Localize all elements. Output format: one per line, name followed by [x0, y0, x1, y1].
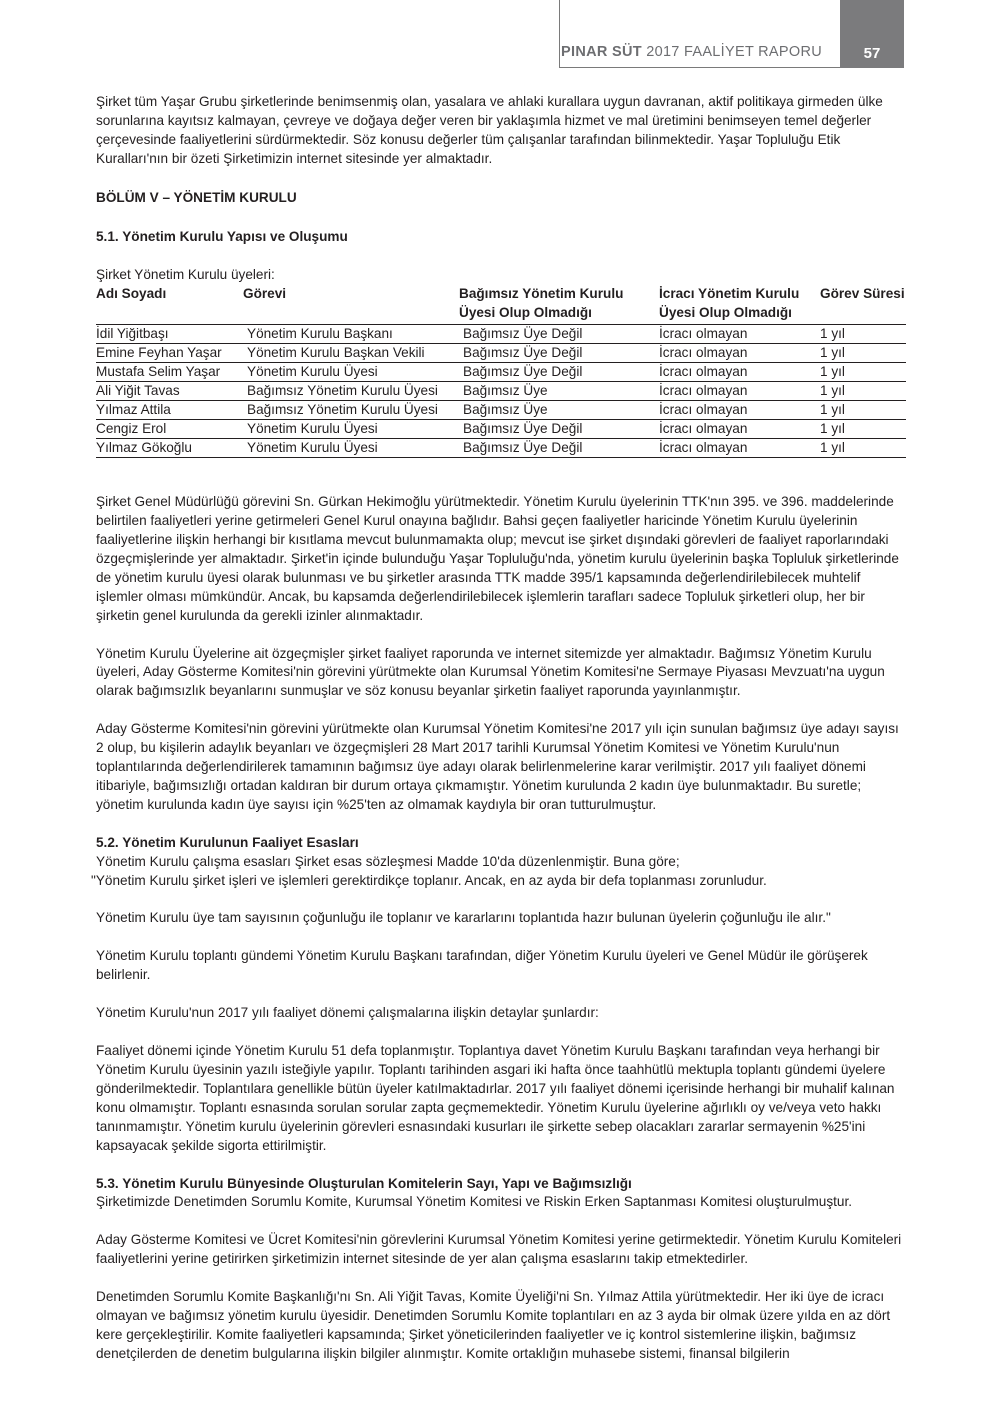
- page-content: [91, 93, 906, 1364]
- cell-term: 1 yıl: [820, 363, 906, 382]
- cell-term: 1 yıl: [820, 401, 906, 420]
- col-header-term: Görev Süresi: [820, 286, 905, 302]
- cell-independent: Bağımsız Üye Değil: [459, 344, 659, 363]
- cell-term: 1 yıl: [820, 420, 906, 439]
- col-header-independent: Bağımsız Yönetim Kurulu Üyesi Olup Olmadığı: [459, 286, 624, 321]
- cell-term: 1 yıl: [820, 325, 906, 344]
- cell-independent: Bağımsız Üye Değil: [459, 325, 659, 344]
- committees-line: Şirketimizde Denetimden Sorumlu Komite, Kurumsal Yönetim Komitesi ve Riskin Erken Saptanması Komitesi oluşturulmuştur.: [96, 1194, 853, 1210]
- cell-independent: Bağımsız Üye Değil: [459, 439, 659, 458]
- table-row: [96, 382, 906, 401]
- cell-name: Cengiz Erol: [96, 420, 243, 439]
- subsection-5-3-title: 5.3. Yönetim Kurulu Bünyesinde Oluşturulan Komitelerin Sayı, Yapı ve Bağımsızlığı: [96, 1175, 632, 1191]
- audit-committee-paragraph: Denetimden Sorumlu Komite Başkanlığı'nı Sn. Ali Yiğit Tavas, Komite Üyeliği'ni Sn. Yılmaz Attila yürütmektedir. Her iki üye de icracı olmayan ve bağımsız yönetim kurulu üyesidir. Denetimden Sorumlu Komite toplantıları en az 3 ayda bir olmak üzere yılda en az dört kere gerçekleştirilir. Komite faaliyetleri kapsamında; Şirket yöneticilerinden faaliyetler ve iç kontrol sistemlerine ilişkin, bağımsız denetçilerden de denetim bulgularına ilişkin bilgiler alınmıştır. Komite ortaklığın muhasebe sistemi, finansal bilgilerin: [96, 1289, 891, 1361]
- cell-role: Bağımsız Yönetim Kurulu Üyesi: [243, 401, 459, 420]
- cell-independent: Bağımsız Üye: [459, 382, 659, 401]
- cell-executive: İcracı olmayan: [659, 420, 820, 439]
- nomination-paragraph: Aday Gösterme Komitesi'nin görevini yürütmekte olan Kurumsal Yönetim Komitesi'ne 2017 yılı için sunulan bağımsız üye adayı sayısı 2 olup, bu kişilerin adaylık beyanları ve özgeçmişleri 28 Mart 2017 tarihli Kurumsal Yönetim Komitesi ve Yönetim Kurulu'nun toplantılarında değerlendirilerek tamamının bağımsız üye adayı olarak belirlenmelerine karar verilmiştir. 2017 yılı faaliyet dönemi itibariyle, bağımsızlığı ortadan kaldıran bir durum ortaya çıkmamıştır. Yönetim kurulunda 2 kadın üye bulunmaktadır. Bu suretle; yönetim kurulunda kadın üye sayısı için %25'ten az olmamak kaydıyla bir oran tutturulmuştur.: [96, 721, 899, 812]
- details-intro: Yönetim Kurulu'nun 2017 yılı faaliyet dönemi çalışmalarına ilişkin detaylar şunlardır:: [96, 1005, 599, 1021]
- agenda-paragraph: Yönetim Kurulu toplantı gündemi Yönetim Kurulu Başkanı tarafından, diğer Yönetim Kurulu üyeleri ve Genel Müdür ile görüşerek belirlenir.: [96, 948, 868, 983]
- cell-independent: Bağımsız Üye Değil: [459, 420, 659, 439]
- col-header-role: Görevi: [243, 286, 287, 302]
- report-title: [561, 44, 822, 60]
- quorum-paragraph: Yönetim Kurulu üye tam sayısının çoğunluğu ile toplanır ve kararlarını toplantıda hazır bulunan üyelerin çoğunluğu ile alır.": [96, 910, 831, 926]
- intro-paragraph: Şirket tüm Yaşar Grubu şirketlerinde benimsenmiş olan, yasalara ve ahlaki kurallara uygun davranan, aktif politikaya girmeden ülke sorunlarına kayıtsız kalmayan, çevreye ve doğaya değer veren bir yaklaşımla hizmet ve mal üretimini benimseyen temel değerler çerçevesinde faaliyetlerini sürdürmektedir. Söz konusu değerler tüm çalışanlar tarafından bilinmektedir. Yaşar Topluluğu Etik Kuralları'nın bir özeti Şirketimizin internet sitesinde yer almaktadır.: [96, 94, 883, 166]
- cell-executive: İcracı olmayan: [659, 325, 820, 344]
- table-row: [96, 325, 906, 344]
- col-header-name: Adı Soyadı: [96, 286, 167, 302]
- cell-executive: İcracı olmayan: [659, 344, 820, 363]
- cell-name: Yılmaz Attila: [96, 401, 243, 420]
- committee-duties-paragraph: Aday Gösterme Komitesi ve Ücret Komitesi'nin görevlerini Kurumsal Yönetim Komitesi yerine getirmektedir. Yönetim Kurulu Komiteleri faaliyetlerini yerine getirirken şirketimizin internet sitesinde de yer alan çalışma esaslarını takip etmektedirler.: [96, 1232, 902, 1267]
- cell-name: İdil Yiğitbaşı: [96, 325, 243, 344]
- subsection-5-1-title: 5.1. Yönetim Kurulu Yapısı ve Oluşumu: [96, 228, 348, 244]
- brand-name: PINAR SÜT: [561, 44, 642, 60]
- general-manager-paragraph: Şirket Genel Müdürlüğü görevini Sn. Gürkan Hekimoğlu yürütmektedir. Yönetim Kurulu üyelerinin TTK'nın 395. ve 396. maddelerinde belirtilen faaliyetleri yerine getirmeleri Genel Kurul onayına bağlıdır. Bahsi geçen faaliyetler haricinde Yönetim Kurulu üyelerinin faaliyetlerine ilişkin herhangi bir kısıtlama mevcut bulunmamakta olup; mevcut ise şirket dışındaki görevleri de faaliyet raporlarındaki özgeçmişlerinde yer almaktadır. Şirket'in içinde bulunduğu Yaşar Topluluğu'nda, yönetim kurulu üyelerinin başka Topluluk şirketlerinde de yönetim kurulu üyesi olarak bulunması ve bu şirketler arasında TTK madde 395/1 kapsamında değerlendirilebilecek muhtelif işlemler olması mümkündür. Ancak, bu kapsamda değerlendirilebilecek işlemlerin tarafları sadece Topluluk şirketleri olup, her bir şirketin genel kurulunda da gerekli izinler alınmaktadır.: [96, 494, 899, 623]
- page-number: 57: [840, 0, 904, 68]
- cell-name: Emine Feyhan Yaşar: [96, 344, 243, 363]
- cell-role: Yönetim Kurulu Üyesi: [243, 363, 459, 382]
- report-name: 2017 FAALİYET RAPORU: [646, 44, 822, 60]
- cell-name: Mustafa Selim Yaşar: [96, 363, 243, 382]
- cell-role: Yönetim Kurulu Üyesi: [243, 420, 459, 439]
- members-label: Şirket Yönetim Kurulu üyeleri:: [96, 267, 275, 283]
- cell-executive: İcracı olmayan: [659, 363, 820, 382]
- table-row: [96, 344, 906, 363]
- working-principles-line: Yönetim Kurulu çalışma esasları Şirket esas sözleşmesi Madde 10'da düzenlenmiştir. Buna göre;: [96, 853, 680, 869]
- board-members-table: [96, 285, 906, 458]
- cell-term: 1 yıl: [820, 344, 906, 363]
- table-row: [96, 401, 906, 420]
- cell-executive: İcracı olmayan: [659, 382, 820, 401]
- subsection-5-2-title: 5.2. Yönetim Kurulunun Faaliyet Esasları: [96, 834, 359, 850]
- cell-role: Bağımsız Yönetim Kurulu Üyesi: [243, 382, 459, 401]
- table-row: [96, 363, 906, 382]
- col-header-executive: İcracı Yönetim Kurulu Üyesi Olup Olmadığı: [659, 286, 800, 321]
- section-title: BÖLÜM V – YÖNETİM KURULU: [96, 189, 297, 205]
- cell-term: 1 yıl: [820, 382, 906, 401]
- meeting-rule-quote: "Yönetim Kurulu şirket işleri ve işlemleri gerektirdikçe toplanır. Ancak, en az ayda bir defa toplanması zorunludur.: [91, 872, 767, 888]
- meetings-paragraph: Faaliyet dönemi içinde Yönetim Kurulu 51 defa toplanmıştır. Toplantıya davet Yönetim Kurulu Başkanı tarafından veya herhangi bir Yönetim Kurulu üyesinin yazılı isteğiyle yapılır. Toplantı tarihinden asgari iki hafta önce taahhütlü mektupla toplantı gündemi üyelere gönderilmektedir. Toplantılara genellikle bütün üyeler katılmaktadırlar. 2017 yılı faaliyet dönemi içerisinde herhangi bir muhalif kalınan konu olmamıştır. Toplantı esnasında sorulan sorular zapta geçmemektedir. Yönetim Kurulu üyelerine ağırlıklı oy ve/veya veto hakkı tanınmamıştır. Yönetim kurulu üyelerinin görevleri esnasındaki kusurları ile şirkette sebep olacakları zararlar sermayenin %25'ini kapsayacak şekilde sigorta ettirilmiştir.: [96, 1043, 895, 1153]
- cell-independent: Bağımsız Üye Değil: [459, 363, 659, 382]
- cell-executive: İcracı olmayan: [659, 401, 820, 420]
- cell-role: Yönetim Kurulu Başkan Vekili: [243, 344, 459, 363]
- cell-term: 1 yıl: [820, 439, 906, 458]
- cell-name: Yılmaz Gökoğlu: [96, 439, 243, 458]
- cv-paragraph: Yönetim Kurulu Üyelerine ait özgeçmişler şirket faaliyet raporunda ve internet sitemizde yer almaktadır. Bağımsız Yönetim Kurulu üyeleri, Aday Gösterme Komitesi'nin görevini yürütmekte olan Kurumsal Yönetim Komitesi'ne Sermaye Piyasası Mevzuatı'na uygun olarak bağımsızlık beyanlarını sunmuşlar ve söz konusu beyanlar şirketin faaliyet raporunda yayınlanmıştır.: [96, 645, 885, 699]
- table-header-row: [96, 285, 906, 324]
- cell-role: Yönetim Kurulu Başkanı: [243, 325, 459, 344]
- table-row: [96, 420, 906, 439]
- cell-role: Yönetim Kurulu Üyesi: [243, 439, 459, 458]
- cell-independent: Bağımsız Üye: [459, 401, 659, 420]
- cell-name: Ali Yiğit Tavas: [96, 382, 243, 401]
- table-row: [96, 439, 906, 458]
- cell-executive: İcracı olmayan: [659, 439, 820, 458]
